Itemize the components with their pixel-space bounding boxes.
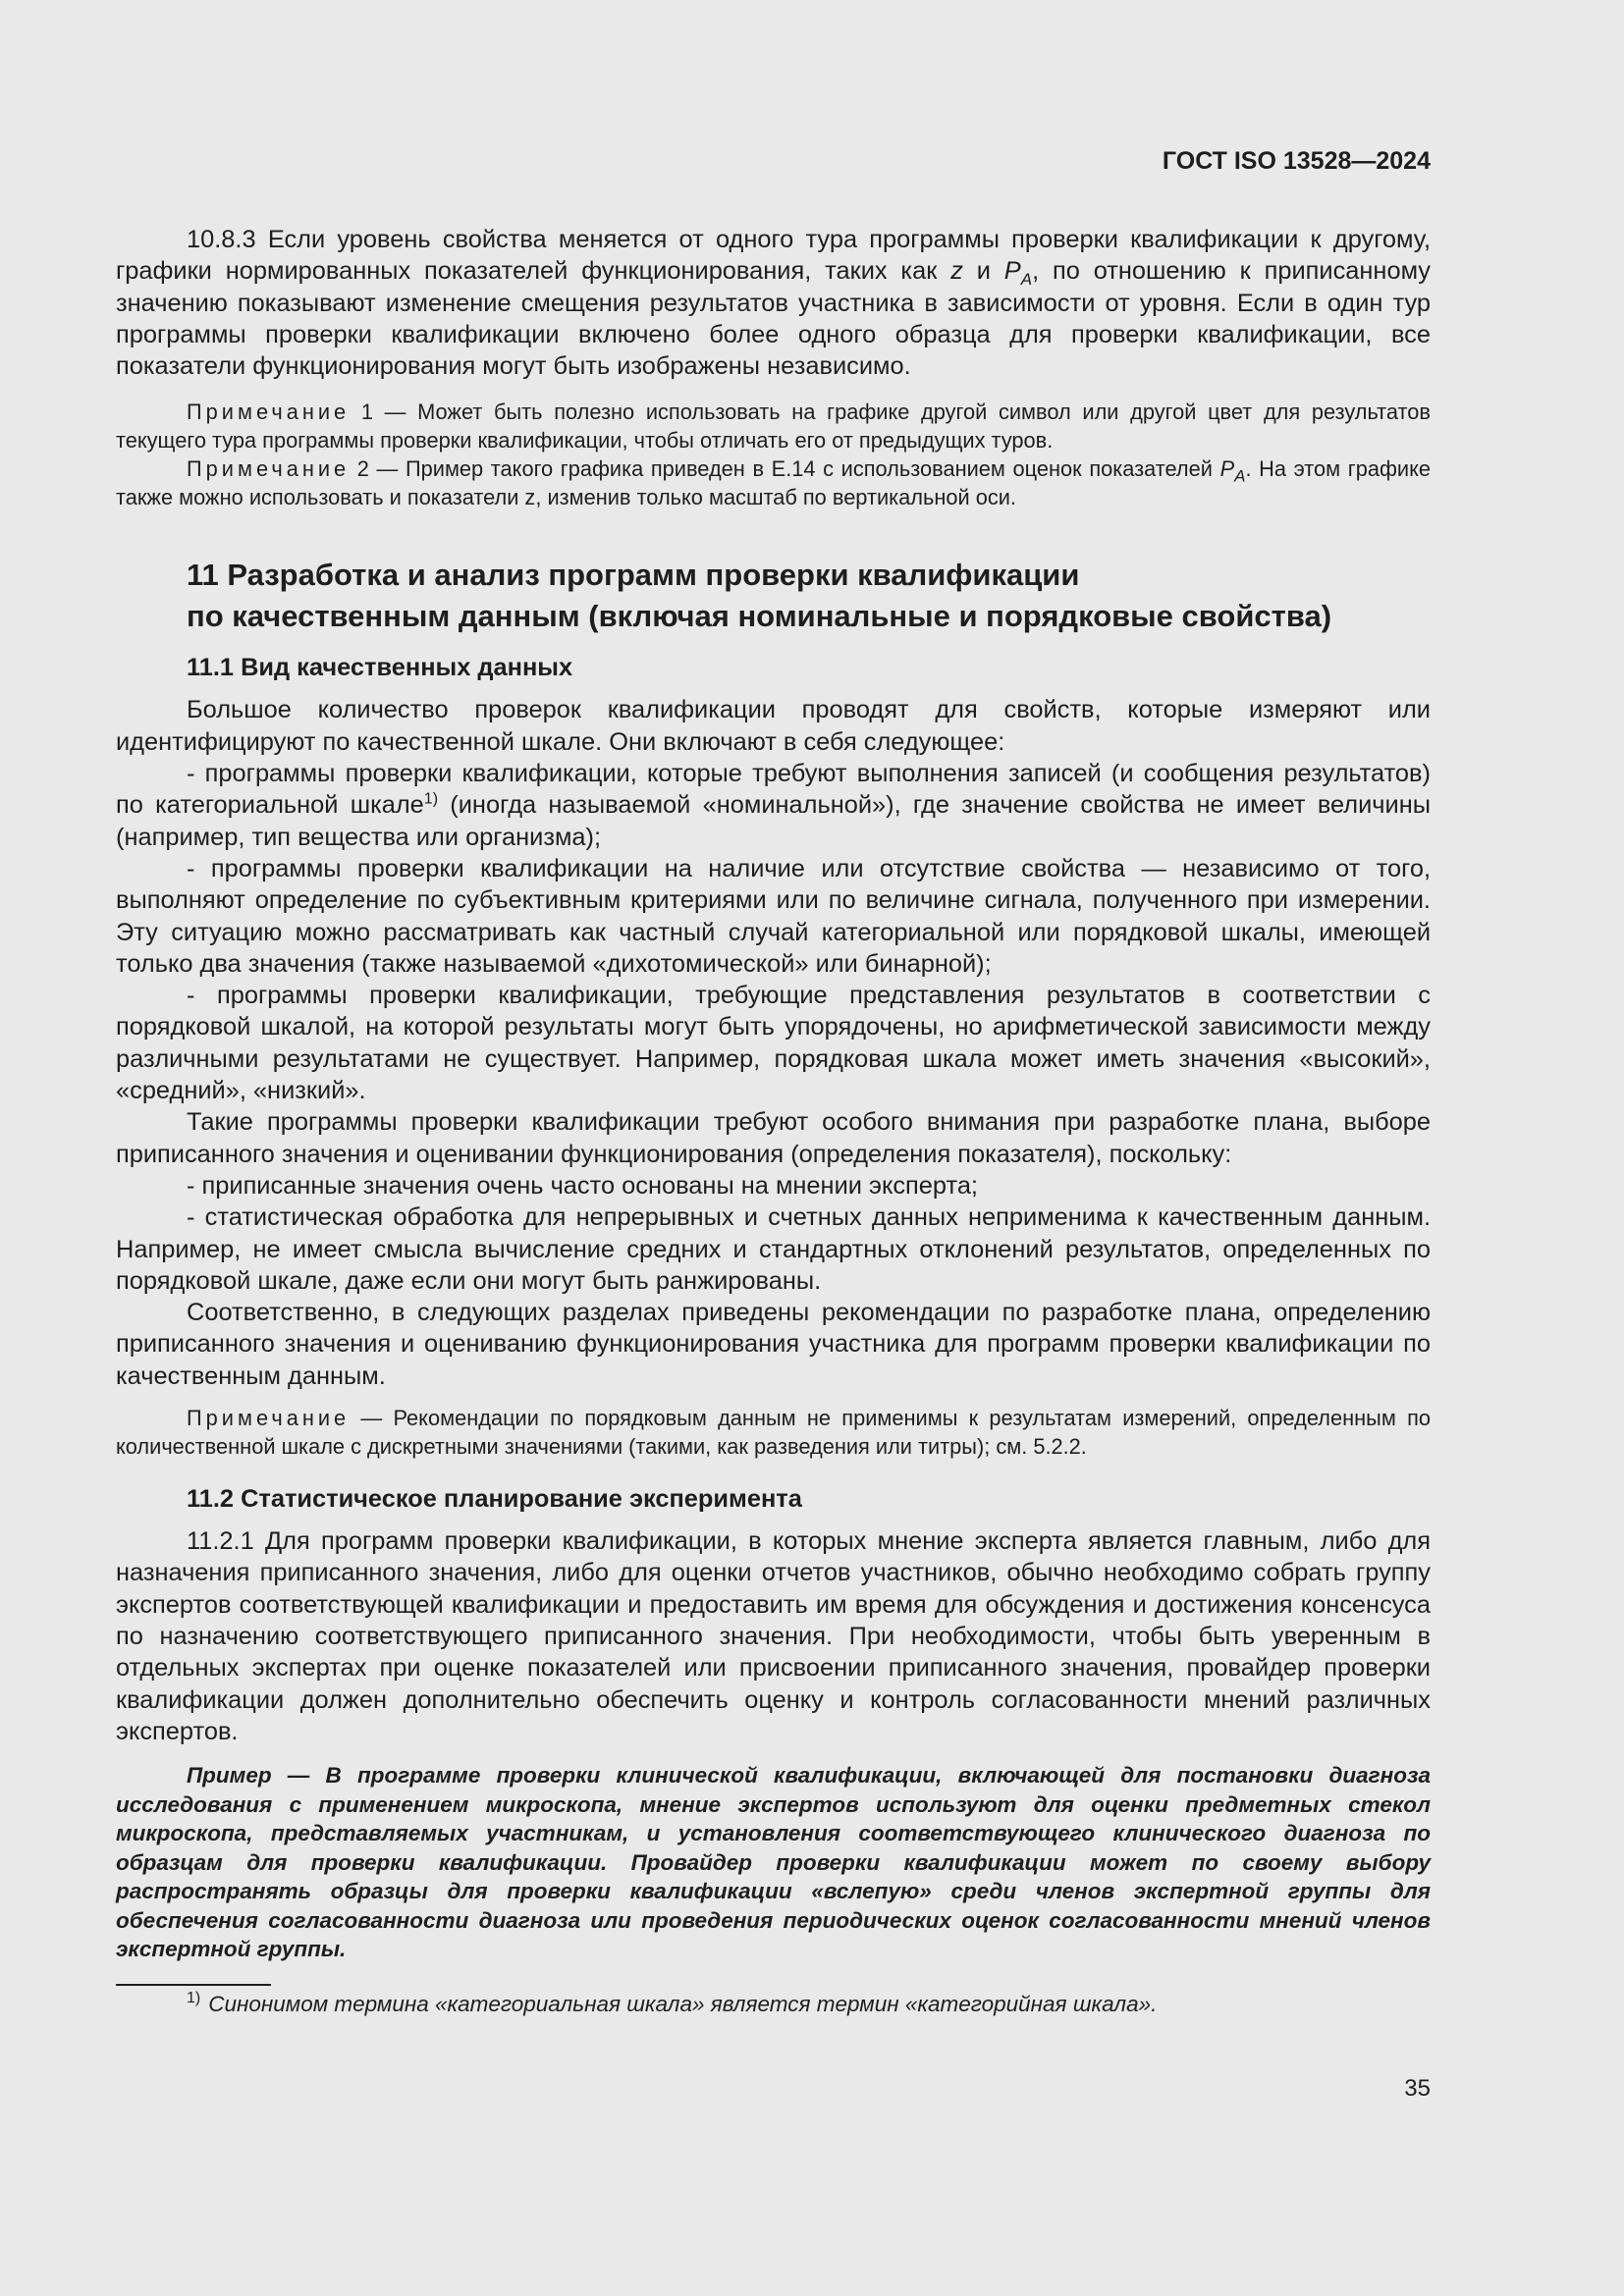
text-run: и bbox=[962, 257, 1004, 286]
list-item: - программы проверки квалификации на наличие или отсутствие свойства — независимо от того, выполняют определение по субъективным критериями или по величине сигнала, полученного при измерении. Эту ситуацию можно рассматривать как частный случай категориальной или порядковой шкалы, имеющей только два значения (также называемой «дихотомической» или бинарной); bbox=[116, 854, 1431, 978]
paragraph-11-2-1: 11.2.1 Для программ проверки квалификации, в которых мнение эксперта является главным, либо для назначения приписанного значения, либо для оценки отчетов участников, обычно необходимо собрать группу экспертов соответствующей квалификации и предоставить им время для обсуждения и достижения консенсуса по назначению соответствующего приписанного значения. При необходимости, чтобы быть уверенным в отдельных экспертах при оценке показателей или присвоении приписанного значения, провайдер проверки квалификации должен дополнительно обеспечить оценку и контроль согласованности мнений различных экспертов. bbox=[116, 1527, 1431, 1745]
paragraph-10-8-3 bbox=[116, 224, 1431, 382]
note-text: . На этом графике также можно использовать и показатели z, изменив только масштаб по вертикальной оси. bbox=[116, 456, 1431, 510]
symbol-z: z bbox=[950, 257, 963, 286]
footnote-text: Синонимом термина «категориальная шкала» является термин «категорийная шкала». bbox=[208, 1991, 1158, 2016]
note-text: — Рекомендации по порядковым данным не применимы к результатам измерений, определенным по количественной шкале с дискретными значениями (такими, как разведения или титры); см. 5.2.2. bbox=[116, 1406, 1431, 1460]
section-11-1-title: 11.1 Вид качественных данных bbox=[187, 654, 573, 682]
symbol-subscript-a: A bbox=[1234, 466, 1246, 486]
note-label: Примечание bbox=[187, 456, 351, 482]
section-11-2-title: 11.2 Статистическое планирование эксперимента bbox=[187, 1485, 802, 1514]
text-run: - программы проверки квалификации, которые требуют выполнения записей (и сообщения результатов) по категориальной шкале bbox=[116, 760, 1431, 820]
text-run: 10.8.3 Если уровень свойства меняется от одного тура программы проверки квалификации к другому, графики нормированных показателей функционирования, таких как bbox=[116, 226, 1431, 286]
title-line: 11 Разработка и анализ программ проверки квалификации bbox=[187, 558, 1080, 593]
symbol-p: P bbox=[1003, 257, 1021, 286]
text-run: , по отношению к приписанному значению показывают изменение смещения результатов участника в зависимости от уровня. Если в один тур программы проверки квалификации включено более одного образца для проверки квалификации, все показатели функционирования могут быть изображены независимо. bbox=[116, 257, 1432, 381]
symbol-p: P bbox=[1219, 456, 1235, 482]
page-number: 35 bbox=[1404, 2075, 1431, 2102]
footnote-mark: 1) bbox=[187, 1990, 201, 2007]
footnote bbox=[116, 1990, 1431, 2019]
text-run: (иногда называемой «номинальной»), где значение свойства не имеет величины (например, тип вещества или организма); bbox=[116, 791, 1431, 851]
note-2 bbox=[116, 454, 1431, 511]
note-label: Примечание bbox=[187, 1406, 351, 1431]
paragraph: Большое количество проверок квалификации проводят для свойств, которые измеряют или идентифицируют по качественной шкале. Они включают в себя следующее: bbox=[116, 696, 1431, 756]
footnote-ref: 1) bbox=[423, 790, 439, 808]
paragraph: Соответственно, в следующих разделах приведены рекомендации по разработке плана, определению приписанного значения и оцениванию функционирования участника для программ проверки квалификации по качественным данным. bbox=[116, 1299, 1431, 1390]
list-item: - приписанные значения очень часто основаны на мнении эксперта; bbox=[187, 1171, 978, 1200]
list-item bbox=[116, 758, 1431, 853]
note-1 bbox=[116, 398, 1431, 454]
note-text: 1 — Может быть полезно использовать на графике другой символ или другой цвет для результатов текущего тура программы проверки квалификации, чтобы отличать его от предыдущих туров. bbox=[116, 400, 1431, 454]
section-11-title bbox=[116, 555, 1431, 637]
document-body bbox=[116, 224, 1431, 2019]
paragraph: Такие программы проверки квалификации требуют особого внимания при разработке плана, выборе приписанного значения и оценивании функционирования (определения показателя), поскольку: bbox=[116, 1108, 1431, 1168]
example-block: Пример — В программе проверки клинической квалификации, включающей для постановки диагноза исследования с применением микроскопа, мнение экспертов используют для оценки предметных стекол микроскопа, представляемых участникам, и установления соответствующего клинического диагноза по образцам для проверки квалификации. Провайдер проверки квалификации может по своему выбору распространять образцы для проверки квалификации «вслепую» среди членов экспертной группы для обеспечения согласованности диагноза или проведения периодических оценок согласованности мнений членов экспертной группы. bbox=[116, 1763, 1431, 1962]
note-label: Примечание bbox=[187, 400, 351, 425]
title-line: по качественным данным (включая номинальные и порядковые свойства) bbox=[187, 599, 1332, 634]
note bbox=[116, 1404, 1431, 1461]
note-text: 2 — Пример такого графика приведен в Е.14 с использованием оценок показателей bbox=[350, 456, 1220, 482]
list-item: - программы проверки квалификации, требующие представления результатов в соответствии с порядковой шкалой, на которой результаты могут быть упорядочены, но арифметической зависимости между различными результатами не существует. Например, порядковая шкала может иметь значения «высокий», «средний», «низкий». bbox=[116, 982, 1431, 1105]
document-header: ГОСТ ISO 13528—2024 bbox=[1162, 147, 1431, 175]
list-item: - статистическая обработка для непрерывных и счетных данных неприменима к качественным данным. Например, не имеет смысла вычисление средних и стандартных отклонений результатов, определенных по порядковой шкале, даже если они могут быть ранжированы. bbox=[116, 1203, 1431, 1295]
symbol-subscript-a: A bbox=[1020, 270, 1033, 290]
